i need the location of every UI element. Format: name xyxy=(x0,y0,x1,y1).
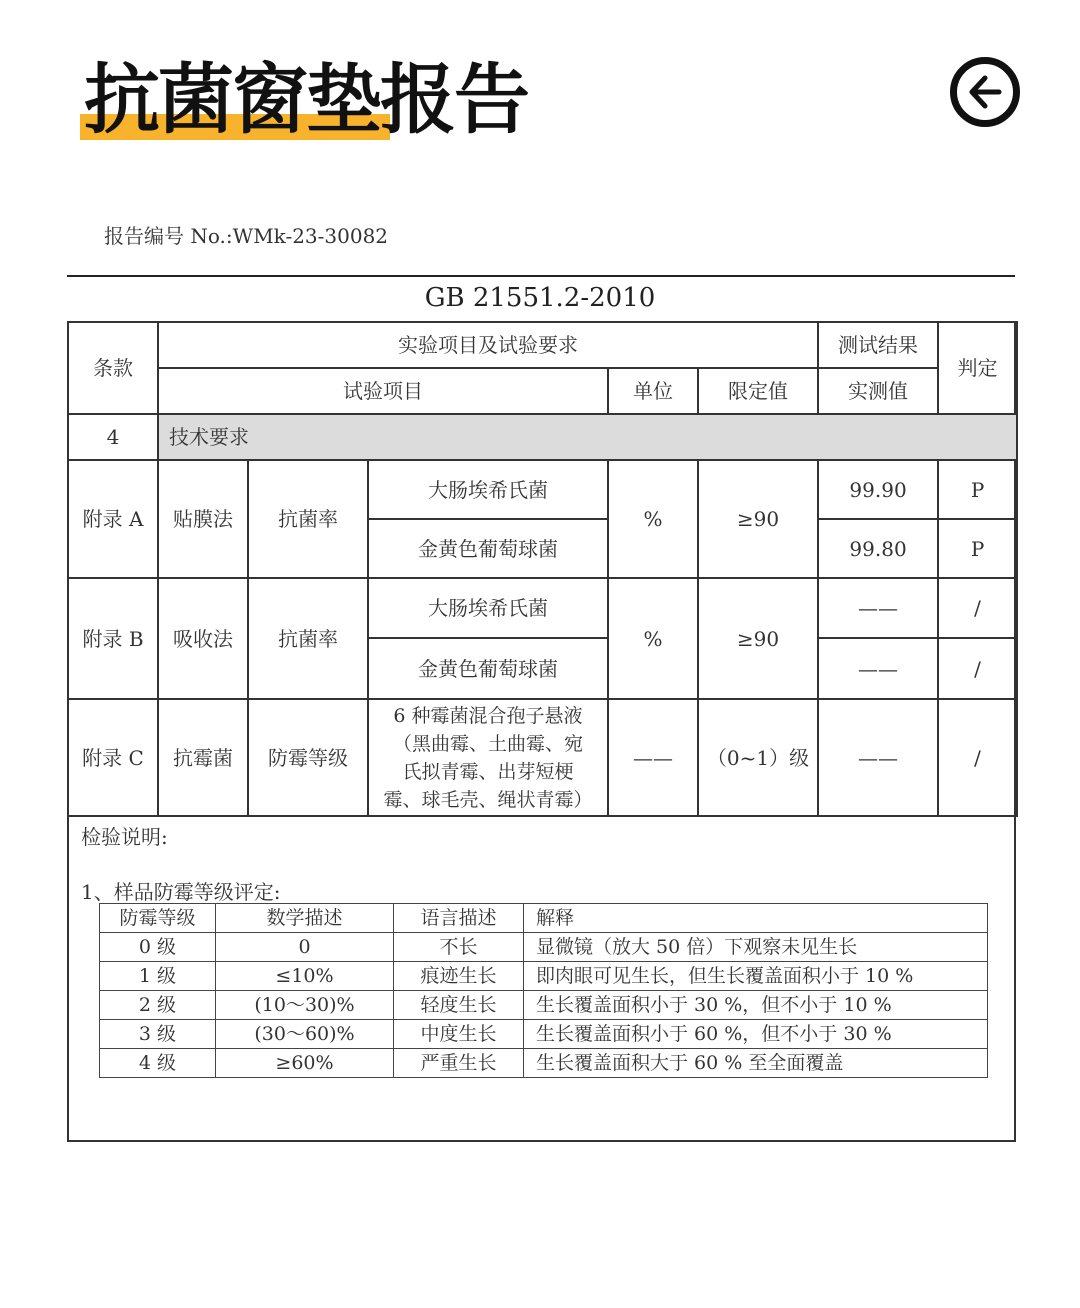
grade-level: 1 级 xyxy=(100,962,216,991)
section-clause: 4 xyxy=(68,414,158,460)
method-c: 抗霉菌 xyxy=(158,699,248,816)
header-unit: 单位 xyxy=(608,368,698,414)
organism-c-line: 6 种霉菌混合孢子悬液 xyxy=(393,704,583,727)
unit-b: % xyxy=(608,578,698,699)
grade-header: 防霉等级 xyxy=(100,904,216,933)
grade-explanation: 生长覆盖面积大于 60 % 至全面覆盖 xyxy=(524,1049,988,1078)
grade-level: 4 级 xyxy=(100,1049,216,1078)
grade-header: 语言描述 xyxy=(394,904,524,933)
grade-math: ≥60% xyxy=(216,1049,394,1078)
results-table xyxy=(67,321,1018,817)
grade-explanation: 生长覆盖面积小于 30 %，但不小于 10 % xyxy=(524,991,988,1020)
limit-a: ≥90 xyxy=(698,460,818,578)
header-clause: 条款 xyxy=(68,322,158,414)
grade-header: 解释 xyxy=(524,904,988,933)
grade-language: 轻度生长 xyxy=(394,991,524,1020)
header-group: 实验项目及试验要求 xyxy=(158,322,818,368)
organism-c-line: （黑曲霉、土曲霉、宛 xyxy=(392,732,583,755)
grade-language: 中度生长 xyxy=(394,1020,524,1049)
grade-row xyxy=(100,962,988,991)
appendix-a: 附录 A xyxy=(68,460,158,578)
grade-table xyxy=(99,903,988,1078)
header-measured: 实测值 xyxy=(818,368,938,414)
grade-level: 3 级 xyxy=(100,1020,216,1049)
grade-language: 痕迹生长 xyxy=(394,962,524,991)
appendix-c: 附录 C xyxy=(68,699,158,816)
unit-c: —— xyxy=(608,699,698,816)
grade-header-row xyxy=(100,904,988,933)
header-item: 试验项目 xyxy=(158,368,608,414)
organism-b1: 大肠埃希氏菌 xyxy=(368,578,608,638)
grade-language: 不长 xyxy=(394,933,524,962)
grade-level: 0 级 xyxy=(100,933,216,962)
organism-c-line: 霉、球毛壳、绳状青霉） xyxy=(383,788,593,811)
grade-explanation: 生长覆盖面积小于 60 %，但不小于 30 % xyxy=(524,1020,988,1049)
value-a1: 99.90 xyxy=(818,460,938,519)
organism-c-line: 氏拟青霉、出芽短梗 xyxy=(402,760,574,783)
limit-c: （0~1）级 xyxy=(698,699,818,816)
notes-subheading: 1、样品防霉等级评定: xyxy=(81,880,281,904)
back-button[interactable] xyxy=(950,57,1020,127)
report-number: 报告编号 No.:WMk-23-30082 xyxy=(104,224,389,248)
header-result-group: 测试结果 xyxy=(818,322,938,368)
page-title: 抗菌窗垫报告 xyxy=(84,55,528,144)
organism-a1: 大肠埃希氏菌 xyxy=(368,460,608,519)
judge-c: / xyxy=(938,699,1017,816)
grade-level: 2 级 xyxy=(100,991,216,1020)
grade-row xyxy=(100,991,988,1020)
judge-b1: / xyxy=(938,578,1017,638)
grade-row xyxy=(100,1049,988,1078)
standard-code: GB 21551.2-2010 xyxy=(424,283,656,313)
grade-row xyxy=(100,1020,988,1049)
grade-math: 0 xyxy=(216,933,394,962)
value-a2: 99.80 xyxy=(818,519,938,578)
property-c: 防霉等级 xyxy=(248,699,368,816)
grade-explanation: 显微镜（放大 50 倍）下观察未见生长 xyxy=(524,933,988,962)
arrow-left-icon xyxy=(967,74,1003,110)
grade-math: ≤10% xyxy=(216,962,394,991)
notes-heading: 检验说明: xyxy=(81,825,168,849)
judge-b2: / xyxy=(938,638,1017,699)
property-a: 抗菌率 xyxy=(248,460,368,578)
value-c: —— xyxy=(818,699,938,816)
section-title: 技术要求 xyxy=(158,414,1017,460)
value-b2: —— xyxy=(818,638,938,699)
organism-b2: 金黄色葡萄球菌 xyxy=(368,638,608,699)
unit-a: % xyxy=(608,460,698,578)
grade-math: (30～60)% xyxy=(216,1020,394,1049)
judge-a1: P xyxy=(938,460,1017,519)
appendix-b: 附录 B xyxy=(68,578,158,699)
judge-a2: P xyxy=(938,519,1017,578)
header-judgement: 判定 xyxy=(938,322,1017,414)
value-b1: —— xyxy=(818,578,938,638)
report-document xyxy=(67,321,1016,1142)
grade-explanation: 即肉眼可见生长，但生长覆盖面积小于 10 % xyxy=(524,962,988,991)
grade-math: (10～30)% xyxy=(216,991,394,1020)
method-a: 贴膜法 xyxy=(158,460,248,578)
header-limit: 限定值 xyxy=(698,368,818,414)
grade-row xyxy=(100,933,988,962)
property-b: 抗菌率 xyxy=(248,578,368,699)
grade-header: 数学描述 xyxy=(216,904,394,933)
grade-language: 严重生长 xyxy=(394,1049,524,1078)
organism-c xyxy=(368,699,608,816)
divider xyxy=(67,275,1015,277)
limit-b: ≥90 xyxy=(698,578,818,699)
method-b: 吸收法 xyxy=(158,578,248,699)
organism-a2: 金黄色葡萄球菌 xyxy=(368,519,608,578)
